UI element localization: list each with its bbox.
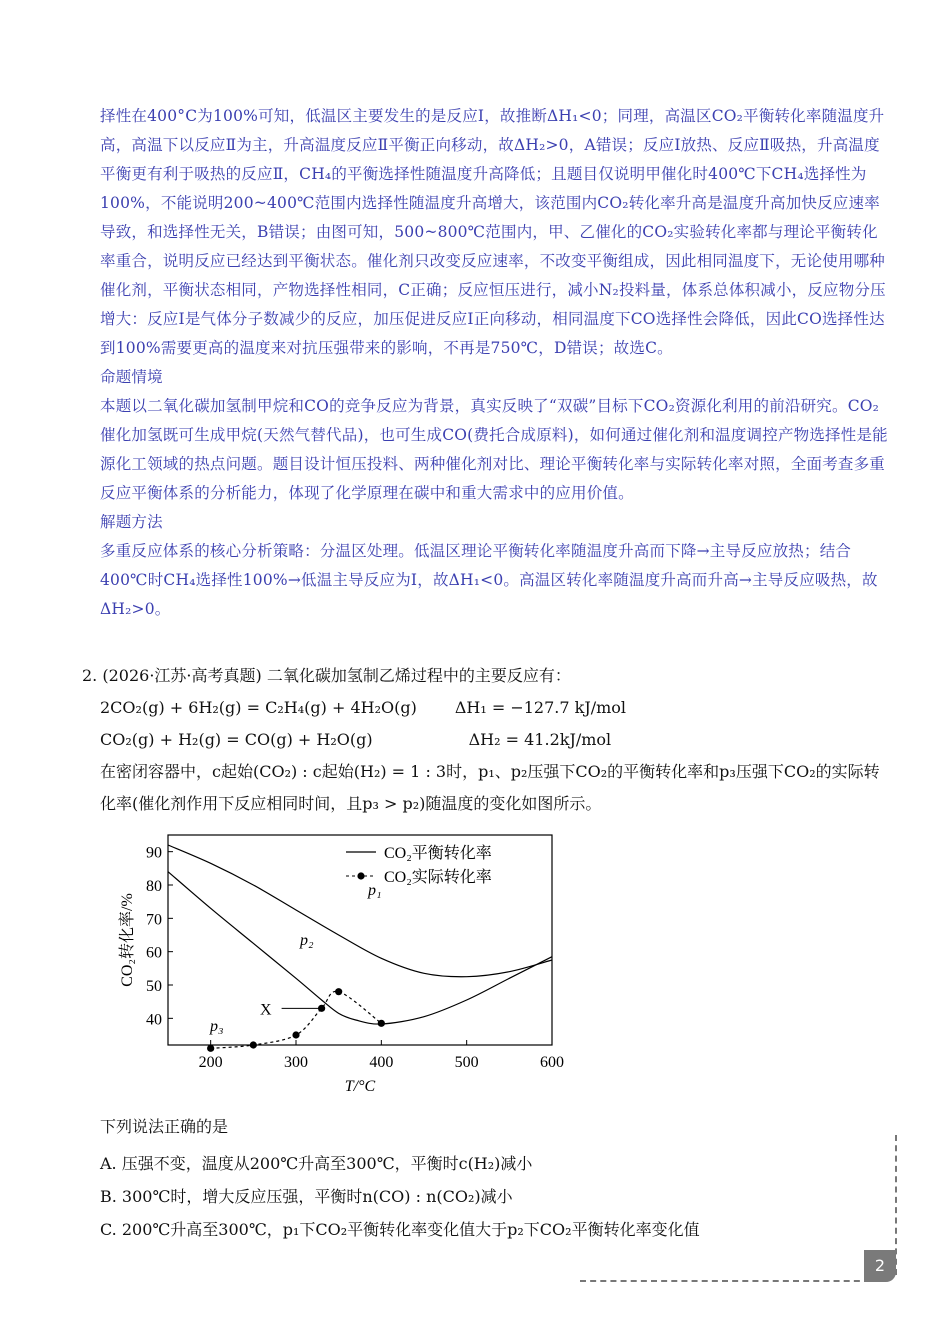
x-tick-label: 300	[284, 1054, 308, 1071]
equation-1	[82, 692, 882, 724]
x-tick-label: 600	[540, 1054, 564, 1071]
x-tick-label: 400	[369, 1054, 394, 1071]
legend-label: CO₂实际转化率	[384, 869, 492, 886]
series-label: p₂	[300, 932, 314, 949]
y-tick-label: 40	[146, 1011, 162, 1029]
series-line	[168, 845, 552, 977]
question-condition: 在密闭容器中，c起始(CO₂) : c起始(H₂) = 1 : 3时，p₁、p₂压强下CO₂的平衡转化率和p₃压强下CO₂的实际转化率(催化剂作用下反应相同时间，且p₃ > p₂)随温度的变化如图所示。	[100, 762, 880, 813]
y-tick-label: 80	[146, 878, 162, 895]
heading-context: 命题情境	[100, 368, 163, 386]
equation-1-enthalpy: ΔH₁ = −127.7 kJ/mol	[454, 698, 627, 717]
y-tick-label: 50	[146, 978, 162, 995]
options-lead: 下列说法正确的是	[100, 1117, 229, 1136]
annotation-label: X	[260, 1001, 272, 1019]
equation-1-formula: 2CO₂(g) + 6H₂(g) = C₂H₄(g) + 4H₂O(g)	[100, 698, 417, 717]
option-a[interactable]: A. 压强不变，温度从200℃升高至300℃，平衡时c(H₂)减小	[100, 1154, 533, 1173]
option-b[interactable]: B. 300℃时，增大反应压强，平衡时n(CO) : n(CO₂)减小	[100, 1187, 513, 1206]
heading-method: 解题方法	[100, 513, 163, 531]
dashed-frame-bottom	[580, 1280, 870, 1282]
data-point	[207, 1045, 214, 1052]
conversion-chart	[110, 825, 580, 1097]
data-point	[250, 1041, 257, 1048]
legend-label: CO₂平衡转化率	[384, 845, 492, 862]
options-block	[100, 1110, 880, 1246]
analysis-paragraph: 择性在400°C为100%可知，低温区主要发生的是反应Ⅰ，故推断ΔH₁<0；同理，高温区CO₂平衡转化率随温度升高，高温下以反应Ⅱ为主，升高温度反应Ⅱ平衡正向移动，故ΔH₂>0，A错误；反应Ⅰ放热、反应Ⅱ吸热，升高温度平衡更有利于吸热的反应Ⅱ，CH₄的平衡选择性随温度升高降低；且题目仅说明甲催化时400℃下CH₄选择性为100%，不能说明200~400℃范围内选择性随温度升高增大，该范围内CO₂转化率升高是温度升高加快反应速率导致，和选择性无关，B错误；由图可知，500~800℃范围内，甲、乙催化的CO₂实验转化率都与理论平衡转化率重合，说明反应已经达到平衡状态。催化剂只改变反应速率，不改变平衡组成，因此相同温度下，无论使用哪种催化剂，平衡状态相同，产物选择性相同，C正确；反应恒压进行，减小N₂投料量，体系总体积减小，反应物分压增大：反应Ⅰ是气体分子数减少的反应，加压促进反应Ⅰ正向移动，相同温度下CO选择性会降低，因此CO选择性达到100%需要更高的温度来对抗压强带来的影响，不再是750℃，D错误；故选C。	[100, 107, 886, 357]
page-number: 2	[864, 1250, 896, 1282]
series-label: p₁	[368, 882, 382, 899]
question-block	[82, 660, 882, 820]
data-point	[335, 988, 342, 995]
x-tick-label: 500	[454, 1054, 479, 1071]
series-label: p₃	[210, 1018, 224, 1035]
context-paragraph: 本题以二氧化碳加氢制甲烷和CO的竞争反应为背景，真实反映了“双碳”目标下CO₂资源化利用的前沿研究。CO₂催化加氢既可生成甲烷(天然气替代品)，也可生成CO(费托合成原料)，如何通过催化剂和温度调控产物选择性是能源化工领域的热点问题。题目设计恒压投料、两种催化剂对比、理论平衡转化率与实际转化率对照，全面考查多重反应平衡体系的分析能力，体现了化学原理在碳中和重大需求中的应用价值。	[100, 397, 888, 502]
data-point	[292, 1031, 299, 1038]
y-tick-label: 60	[146, 944, 162, 962]
analysis-block	[100, 102, 890, 624]
y-tick-label: 70	[146, 911, 162, 929]
legend-dot	[357, 872, 364, 879]
question-stem: 2. (2026·江苏·高考真题) 二氧化碳加氢制乙烯过程中的主要反应有：	[82, 666, 571, 685]
data-point	[378, 1020, 385, 1027]
equation-2-formula: CO₂(g) + H₂(g) = CO(g) + H₂O(g)	[100, 730, 373, 749]
option-c[interactable]: C. 200℃升高至300℃，p₁下CO₂平衡转化率变化值大于p₂下CO₂平衡转化率变化值	[100, 1220, 700, 1239]
equation-2	[82, 724, 882, 756]
plot-frame	[168, 835, 552, 1045]
chart-legend	[346, 844, 492, 886]
y-tick-label: 90	[146, 844, 162, 862]
chart-axes	[118, 835, 564, 1095]
x-axis-label: T/°C	[344, 1078, 376, 1095]
x-tick-label: 200	[198, 1054, 223, 1071]
equation-2-enthalpy: ΔH₂ = 41.2kJ/mol	[468, 730, 612, 749]
method-paragraph: 多重反应体系的核心分析策略：分温区处理。低温区理论平衡转化率随温度升高而下降→主导反应放热；结合400℃时CH₄选择性100%→低温主导反应为Ⅰ，故ΔH₁<0。高温区转化率随温度升高而升高→主导反应吸热，故ΔH₂>0。	[100, 542, 878, 618]
y-axis-label: CO₂转化率/%	[119, 893, 136, 987]
